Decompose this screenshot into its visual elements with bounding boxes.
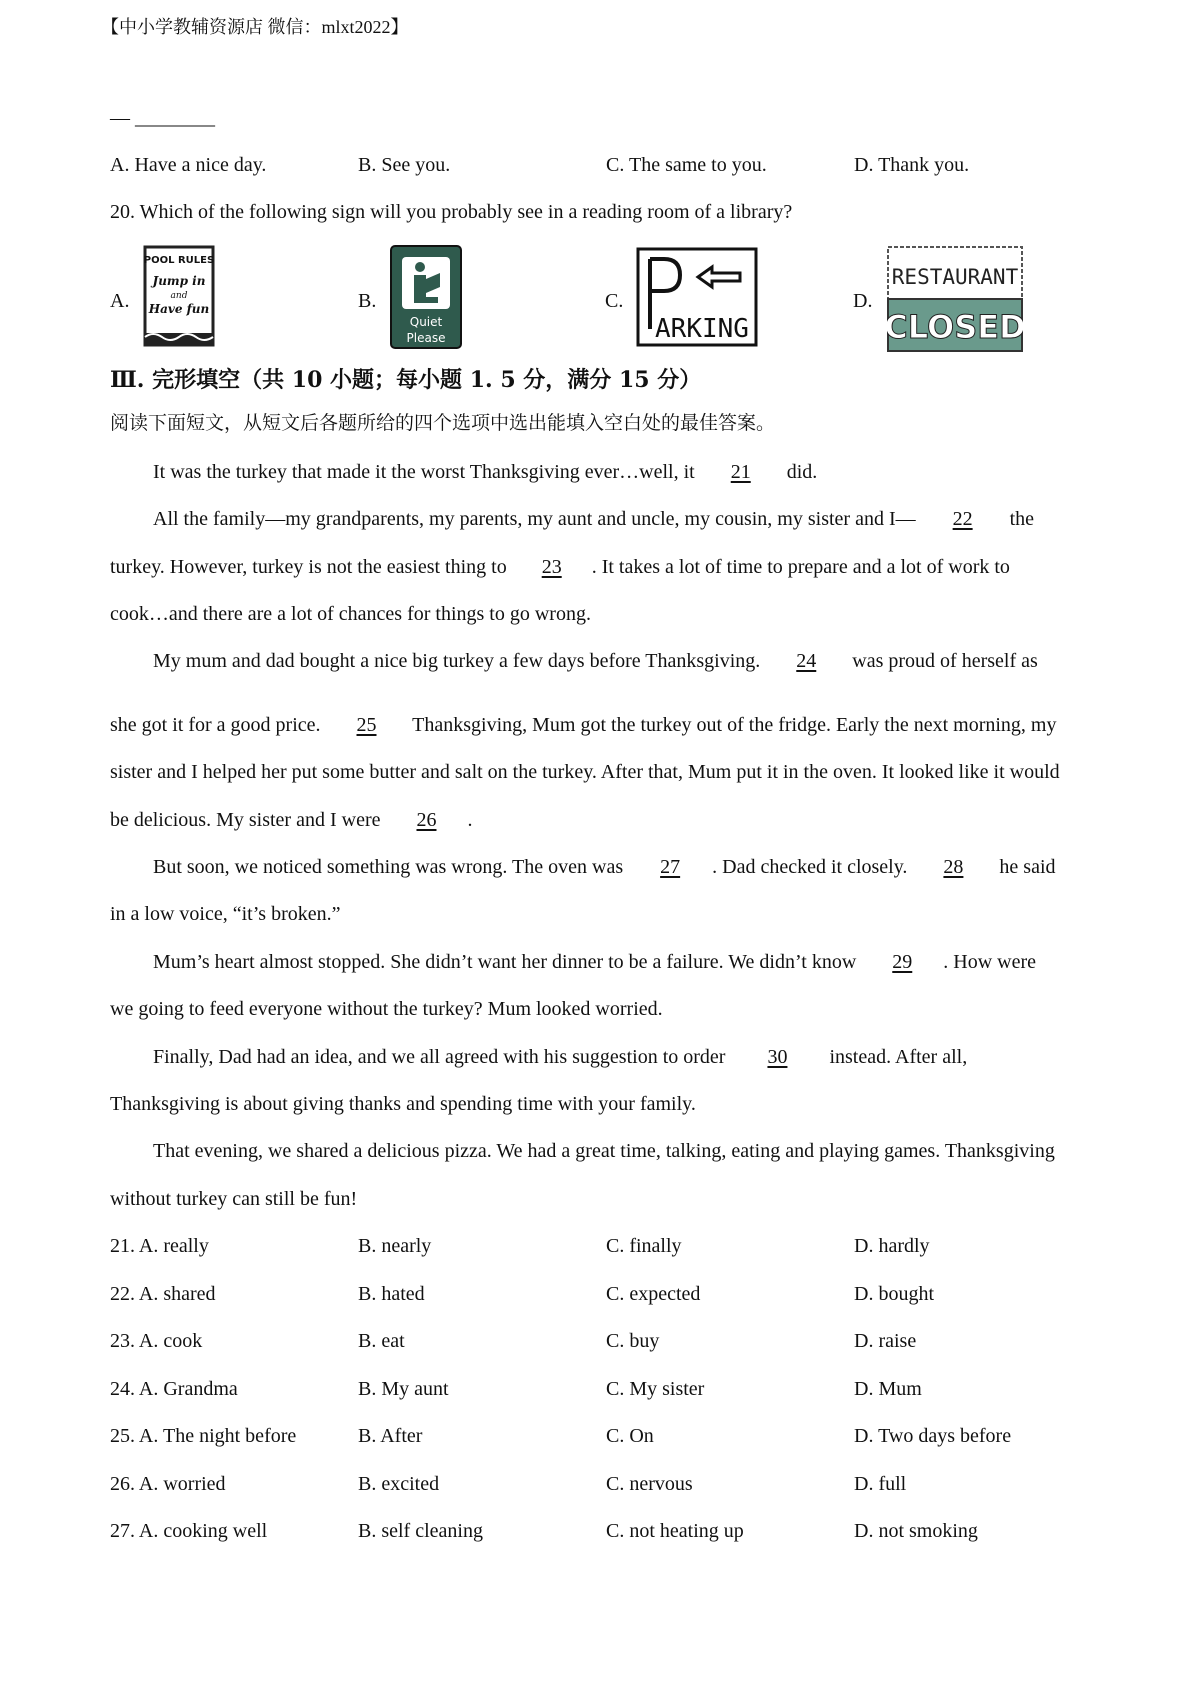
passage-line: sister and I helped her put some butter and salt on the turkey. After that, Mum put it in the oven. It looked like it would: [110, 761, 1060, 783]
option-24-d[interactable]: D. Mum: [854, 1378, 922, 1400]
reader-head-icon: [415, 262, 425, 272]
page-header: 【中小学教辅资源店 微信：mlxt2022】: [101, 17, 409, 37]
options-row-21: [110, 1234, 1110, 1260]
passage-line: without turkey can still be fun!: [110, 1188, 358, 1210]
option-27-d[interactable]: D. not smoking: [854, 1520, 978, 1542]
options-row-26: [110, 1472, 1110, 1498]
passage-line: be delicious. My sister and I were 26 .: [110, 809, 473, 831]
passage-line: It was the turkey that made it the worst Thanksgiving ever…well, it 21 did.: [153, 461, 818, 483]
q20-label-b: B.: [358, 290, 377, 312]
option-23-a[interactable]: 23. A. cook: [110, 1330, 203, 1352]
option-24-a[interactable]: 24. A. Grandma: [110, 1378, 238, 1400]
option-21-d[interactable]: D. hardly: [854, 1235, 930, 1257]
option-21-b[interactable]: B. nearly: [358, 1235, 432, 1257]
passage-line: she got it for a good price. 25 Thanksgiving, Mum got the turkey out of the fridge. Early the next morning, my: [110, 714, 1057, 736]
passage-line: All the family—my grandparents, my parents, my aunt and uncle, my cousin, my sister and I— 22 the: [153, 508, 1035, 530]
passage-line: But soon, we noticed something was wrong. The oven was 27 . Dad checked it closely. 28 he said: [153, 856, 1056, 878]
restaurant-text: RESTAURANT: [891, 265, 1019, 289]
blank-24[interactable]: 24: [796, 650, 817, 672]
svg-text:Jump in: Jump in: [152, 274, 206, 288]
pool-rules-title: POOL RULES: [143, 255, 215, 266]
option-21-a[interactable]: 21. A. really: [110, 1235, 209, 1257]
options-row-27: [110, 1519, 1110, 1545]
blank-29[interactable]: 29: [892, 951, 913, 973]
please-text: Please: [406, 331, 446, 345]
q20-label-c: C.: [605, 290, 624, 312]
svg-text:Have fun: Have fun: [148, 302, 210, 316]
options-row-25: [110, 1424, 1110, 1450]
passage-line: Finally, Dad had an idea, and we all agreed with his suggestion to order 30 instead. After all,: [153, 1046, 968, 1068]
q20-label-d: D.: [853, 290, 873, 312]
q19-option-c[interactable]: C. The same to you.: [606, 154, 767, 176]
blank-26[interactable]: 26: [416, 809, 437, 831]
q20-label-a: A.: [110, 290, 130, 312]
option-25-b[interactable]: B. After: [358, 1425, 423, 1447]
option-22-a[interactable]: 22. A. shared: [110, 1283, 216, 1305]
option-26-d[interactable]: D. full: [854, 1473, 907, 1495]
option-26-a[interactable]: 26. A. worried: [110, 1473, 226, 1495]
q19-option-a[interactable]: A. Have a nice day.: [110, 154, 267, 176]
option-23-c[interactable]: C. buy: [606, 1330, 660, 1352]
quiet-please-sign[interactable]: [390, 245, 462, 349]
option-24-b[interactable]: B. My aunt: [358, 1378, 449, 1400]
passage-line: Thanksgiving is about giving thanks and spending time with your family.: [110, 1093, 696, 1115]
option-22-b[interactable]: B. hated: [358, 1283, 425, 1305]
blank-28[interactable]: 28: [943, 856, 964, 878]
blank-25[interactable]: 25: [356, 714, 377, 736]
passage-line: My mum and dad bought a nice big turkey a few days before Thanksgiving. 24 was proud of herself as: [153, 650, 1038, 672]
passage-line: in a low voice, “it’s broken.”: [110, 903, 341, 925]
option-26-b[interactable]: B. excited: [358, 1473, 440, 1495]
options-row-23: [110, 1329, 1110, 1355]
option-26-c[interactable]: C. nervous: [606, 1473, 693, 1495]
passage-line: Mum’s heart almost stopped. She didn’t want her dinner to be a failure. We didn’t know 29 . How were: [153, 951, 1037, 973]
q19-option-d[interactable]: D. Thank you.: [854, 154, 970, 176]
passage-line: That evening, we shared a delicious pizza. We had a great time, talking, eating and playing games. Thanksgiving: [153, 1140, 1055, 1162]
closed-text: CLOSED: [887, 308, 1023, 346]
blank-27[interactable]: 27: [660, 856, 681, 878]
option-23-b[interactable]: B. eat: [358, 1330, 405, 1352]
passage-line: cook…and there are a lot of chances for things to go wrong.: [110, 603, 591, 625]
blank-22[interactable]: 22: [952, 508, 973, 530]
option-21-c[interactable]: C. finally: [606, 1235, 682, 1257]
option-25-c[interactable]: C. On: [606, 1425, 654, 1447]
options-row-24: [110, 1377, 1110, 1403]
option-22-d[interactable]: D. bought: [854, 1283, 934, 1305]
parking-sign[interactable]: [636, 247, 760, 349]
option-24-c[interactable]: C. My sister: [606, 1378, 705, 1400]
q20-question: 20. Which of the following sign will you probably see in a reading room of a library?: [110, 201, 793, 223]
blank-21[interactable]: 21: [730, 461, 751, 483]
parking-text: ARKING: [655, 314, 749, 344]
q19-options: [110, 153, 1110, 179]
pool-rules-sign[interactable]: [143, 245, 215, 347]
option-27-b[interactable]: B. self cleaning: [358, 1520, 483, 1542]
svg-text:and: and: [170, 291, 188, 301]
option-27-c[interactable]: C. not heating up: [606, 1520, 744, 1542]
blank-30[interactable]: 30: [767, 1046, 788, 1068]
section-title: Ⅲ. 完形填空（共 10 小题；每小题 1. 5 分，满分 15 分）: [110, 367, 702, 393]
restaurant-closed-sign[interactable]: [887, 246, 1023, 352]
option-27-a[interactable]: 27. A. cooking well: [110, 1520, 268, 1542]
option-22-c[interactable]: C. expected: [606, 1283, 701, 1305]
passage-line: we going to feed everyone without the turkey? Mum looked worried.: [110, 998, 663, 1020]
q19-option-b[interactable]: B. See you.: [358, 154, 451, 176]
options-row-22: [110, 1282, 1110, 1308]
option-25-a[interactable]: 25. A. The night before: [110, 1425, 297, 1447]
option-23-d[interactable]: D. raise: [854, 1330, 917, 1352]
answer-dash-line: — ________: [110, 107, 215, 129]
option-25-d[interactable]: D. Two days before: [854, 1425, 1012, 1447]
blank-23[interactable]: 23: [541, 556, 562, 578]
passage-line: turkey. However, turkey is not the easiest thing to 23 . It takes a lot of time to prepare and a lot of work to: [110, 556, 1010, 578]
section-instructions: 阅读下面短文，从短文后各题所给的四个选项中选出能填入空白处的最佳答案。: [110, 412, 776, 434]
quiet-text: Quiet: [409, 315, 443, 329]
